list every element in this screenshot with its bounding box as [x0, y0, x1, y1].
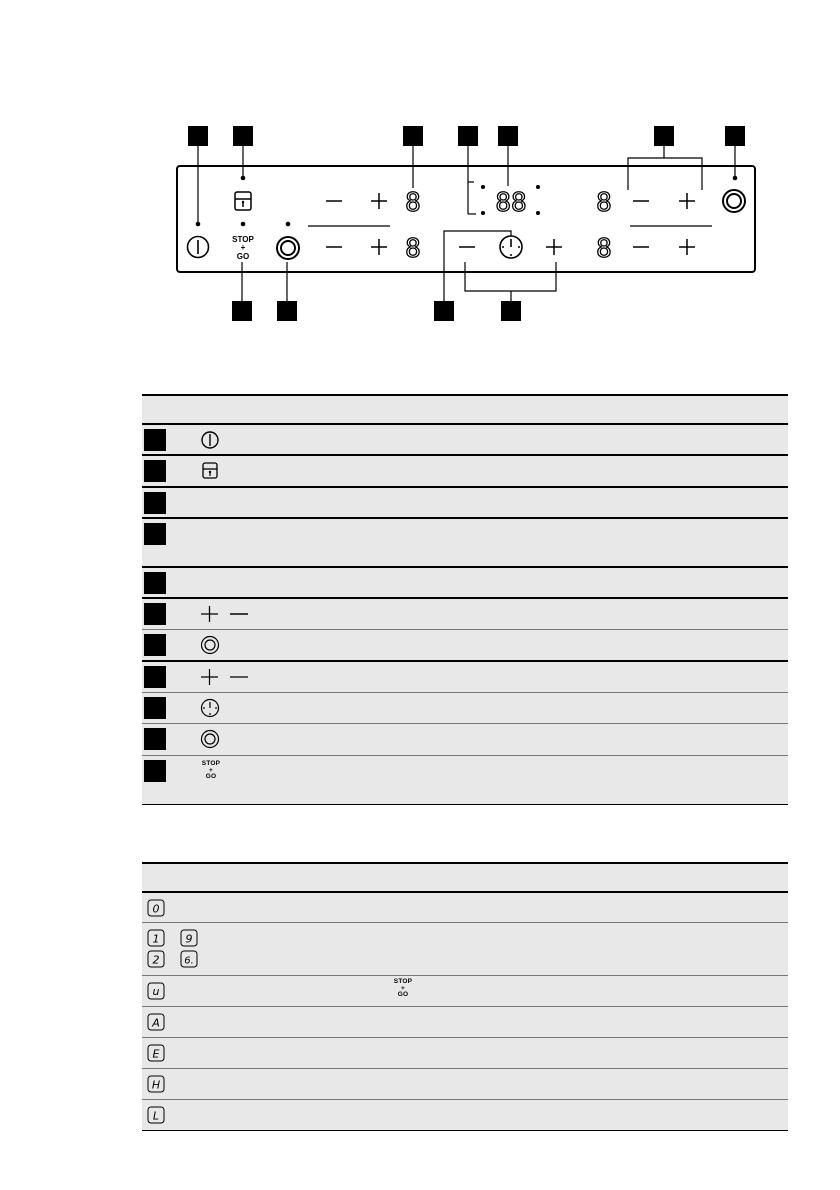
table-row: [142, 517, 788, 566]
callout-10: [434, 301, 454, 321]
table-row: [142, 597, 788, 629]
plus-minus-icon: [200, 602, 250, 626]
svg-text:u: u: [152, 985, 160, 998]
double-ring-icon[interactable]: [723, 190, 745, 212]
callout-square: [144, 523, 166, 545]
table-row: [142, 454, 788, 486]
callout-5: [498, 126, 518, 146]
zone-display: 8: [405, 234, 421, 264]
svg-text:6.: 6.: [184, 955, 194, 967]
table-row: [142, 1037, 788, 1068]
callout-square: [144, 634, 166, 656]
lock-keyhole: [242, 201, 244, 203]
stopgo-plus: +: [240, 243, 246, 252]
stop-go-icon: STOP + GO: [201, 760, 221, 780]
table-row: [142, 1068, 788, 1099]
double-ring-icon[interactable]: [277, 237, 299, 259]
callout-1: [188, 126, 208, 146]
table-row: [142, 692, 788, 723]
table-row: [142, 1099, 788, 1130]
table-row: [142, 922, 788, 975]
table-header: [142, 394, 788, 423]
callout-squares-top: [188, 126, 745, 146]
callout-6: [654, 126, 674, 146]
stopgo-stop: STOP: [232, 235, 254, 244]
table-row: [142, 486, 788, 517]
svg-text:1: 1: [152, 932, 160, 946]
callout-square: [144, 760, 166, 782]
callout-7: [725, 126, 745, 146]
callout-square: [144, 697, 166, 719]
segment-box: [147, 899, 165, 917]
segment-box: [147, 982, 165, 1000]
callout-4: [458, 126, 478, 146]
table-row: [142, 566, 788, 597]
segment-box: [147, 1013, 165, 1031]
table-row: [142, 1006, 788, 1037]
segment-box: [147, 1075, 165, 1093]
callout-square: [144, 492, 166, 514]
table-row: [142, 423, 788, 454]
plus-minus-icon: [200, 665, 250, 689]
segment-box: [180, 929, 198, 947]
timer-icon: [200, 696, 222, 720]
stopgo-go: GO: [236, 252, 250, 261]
zone-display: 8: [405, 188, 421, 218]
table-row: [142, 755, 788, 804]
svg-text:2: 2: [152, 953, 160, 967]
indicator-dots: [196, 176, 738, 227]
callout-square: [144, 572, 166, 594]
segment-box: [147, 1044, 165, 1062]
double-ring-icon: [200, 727, 222, 751]
controls-table: [142, 394, 788, 805]
panel-frame: [177, 166, 755, 272]
stop-go-icon[interactable]: [232, 235, 254, 261]
svg-text:H: H: [151, 1078, 161, 1092]
segment-box: [180, 950, 198, 968]
callout-square: [144, 460, 166, 482]
svg-text:L: L: [152, 1109, 160, 1123]
callout-square: [144, 728, 166, 750]
callout-square: [144, 429, 166, 451]
table-row: [142, 975, 788, 1006]
svg-text:0: 0: [152, 902, 160, 916]
table-header: [142, 862, 788, 891]
table-row: [142, 660, 788, 692]
svg-text:9: 9: [185, 932, 193, 946]
lock-icon: [200, 459, 222, 483]
svg-text:A: A: [152, 1016, 160, 1030]
on-off-icon: [200, 428, 222, 452]
table-end-rule: [142, 1130, 788, 1131]
table-row: [142, 629, 788, 660]
segment-box: [147, 929, 165, 947]
segment-box: [147, 1106, 165, 1124]
callout-8: [232, 301, 252, 321]
segment-box: [147, 950, 165, 968]
on-off-icon[interactable]: [188, 237, 209, 258]
callout-11: [501, 301, 521, 321]
callout-squares-bottom: [232, 301, 521, 321]
leader-lines: [198, 146, 735, 301]
table-row: [142, 891, 788, 922]
display-symbols-table: [142, 862, 788, 1131]
callout-2: [233, 126, 253, 146]
callout-square: [144, 666, 166, 688]
callout-9: [277, 301, 297, 321]
callout-square: [144, 603, 166, 625]
svg-text:E: E: [152, 1047, 160, 1061]
power-level-displays: [405, 188, 612, 264]
callout-3: [403, 126, 423, 146]
table-row: [142, 723, 788, 755]
control-panel-diagram: [0, 0, 840, 340]
double-ring-icon: [200, 633, 222, 657]
zone-display: 8: [596, 234, 612, 264]
table-end-rule: [142, 804, 788, 805]
zone-display: 8: [596, 188, 612, 218]
stop-go-icon: STOP + GO: [393, 978, 413, 998]
timer-display: 88: [495, 188, 527, 218]
